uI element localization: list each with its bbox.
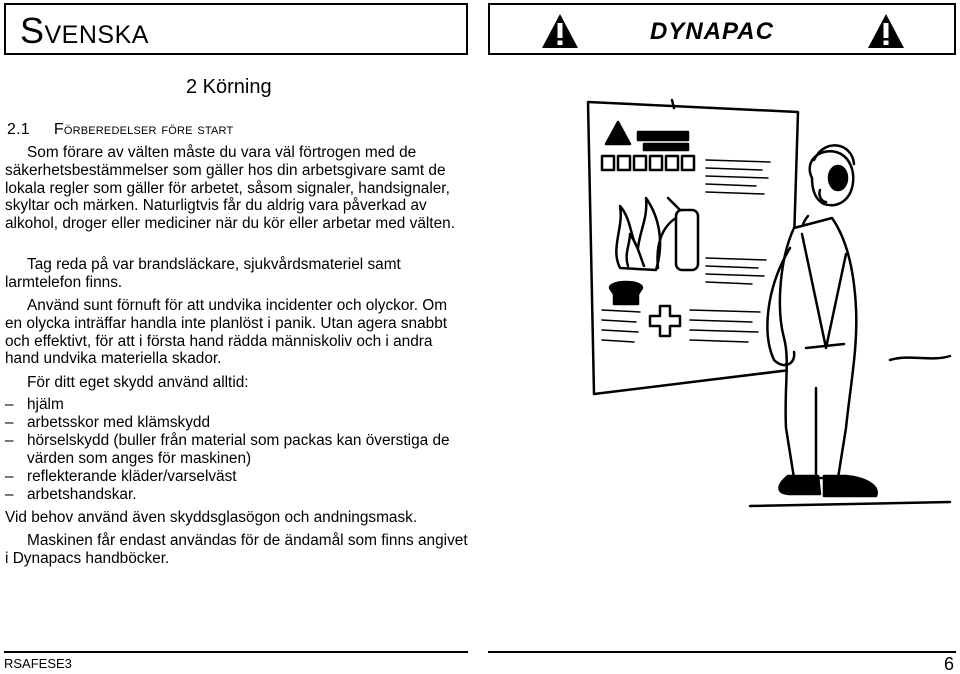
footer-rule <box>4 651 468 653</box>
list-item <box>5 486 468 504</box>
list-item <box>5 414 468 432</box>
brand-logo-text: DYNAPAC <box>650 18 774 44</box>
paragraph-accident-conduct: Använd sunt förnuft för att undvika incidenter och olyckor. Om en olycka inträffar handla inte planlöst i panik. Utan agera snabbt och effektivt, för att i första hand rädda människoliv och i andra hand undvika materiella skador. <box>5 297 448 368</box>
list-dash: – <box>5 414 14 431</box>
language-header-box <box>4 3 468 55</box>
list-dash: – <box>5 432 14 449</box>
paragraph-regulations: Som förare av välten måste du vara väl förtrogen med de säkerhetsbestämmelser som gäller hos din arbetsgivare samt de lokala regler som gäller för arbetet, såsom signaler, handsignaler, skyltar och märken. Naturligtvis får du aldrig vara påverkad av alkohol, droger eller mediciner när du kör eller arbetar med välten. <box>5 144 455 233</box>
list-item <box>5 396 468 414</box>
brand-logo <box>624 18 800 44</box>
paragraph-equipment-location: Tag reda på var brandsläckare, sjukvårdsmateriel samt larmtelefon finns. <box>5 256 401 291</box>
warning-triangle-icon <box>866 12 906 50</box>
safety-poster-illustration <box>580 98 952 510</box>
section-number: 2.1 <box>7 121 30 138</box>
footer-rule <box>488 651 956 653</box>
list-item <box>5 468 468 486</box>
list-item-text: arbetsskor med klämskydd <box>27 414 211 431</box>
list-item-text: reflekterande kläder/varselväst <box>27 468 237 485</box>
document-code: RSAFESE3 <box>4 656 72 671</box>
paragraph-protection-intro: För ditt eget skydd använd alltid: <box>27 374 249 391</box>
paragraph-extra-protection: Vid behov använd även skyddsglasögon och andningsmask. <box>5 509 418 526</box>
warning-triangle-icon <box>540 12 580 50</box>
list-dash: – <box>5 396 14 413</box>
list-dash: – <box>5 468 14 485</box>
list-item-text: hörselskydd (buller från material som packas kan överstiga de värden som anges för maskinen) <box>27 432 450 467</box>
list-item-text: hjälm <box>27 396 64 413</box>
list-dash: – <box>5 486 14 503</box>
language-title: Svenska <box>20 10 149 51</box>
brand-header-box <box>488 3 956 55</box>
section-heading: Förberedelser före start <box>53 121 234 138</box>
section-title <box>7 119 233 141</box>
chapter-title: 2 Körning <box>186 76 272 98</box>
list-item-text: arbetshandskar. <box>27 486 137 503</box>
ear-protector-icon <box>829 166 847 190</box>
list-item <box>5 432 468 468</box>
page-number: 6 <box>943 654 954 674</box>
paragraph-intended-use: Maskinen får endast användas för de ändamål som finns angivet i Dynapacs handböcker. <box>5 532 468 567</box>
telephone-icon <box>610 282 642 304</box>
